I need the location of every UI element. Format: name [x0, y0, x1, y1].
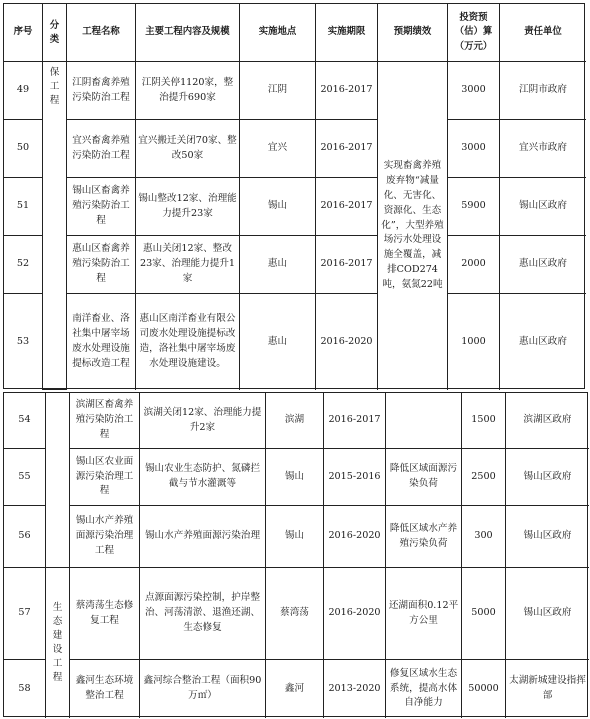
table-row-55-performance: 降低区域面源污染负荷: [386, 449, 462, 506]
table-row-49-content: 江阴关停1120家，整治提升690家: [136, 62, 240, 120]
table-row-50-investment: 3000: [448, 120, 500, 178]
table-row-57-performance: 还湖面积0.12平方公里: [386, 568, 462, 660]
table-row-56-period: 2016-2020: [324, 506, 386, 568]
header-location: 实施地点: [240, 4, 316, 62]
table-row-58-name: 鑫河生态环境整治工程: [70, 660, 140, 718]
table-row-51-investment: 5900: [448, 178, 500, 236]
table-row-55-unit: 锡山区政府: [506, 449, 589, 506]
table-part-1: [3, 3, 585, 389]
table-row-57-name: 蔡湾荡生态修复工程: [70, 568, 140, 660]
table-row-52-content: 惠山关闭12家、整改23家、治理能力提升1家: [136, 236, 240, 294]
table-row-54-location: 滨湖: [266, 393, 324, 449]
table-row-54-name: 滨湖区畜禽养殖污染防治工程: [70, 393, 140, 449]
table-row-55-index: 55: [4, 449, 46, 506]
table-row-49-period: 2016-2017: [316, 62, 378, 120]
table-row-50-period: 2016-2017: [316, 120, 378, 178]
table-row-53-investment: 1000: [448, 294, 500, 390]
table-row-49-unit: 江阴市政府: [500, 62, 586, 120]
table-row-55-period: 2015-2016: [324, 449, 386, 506]
header-investment: 投资预（估）算（万元）: [448, 4, 500, 62]
table-row-57-content: 点源面源污染控制，护岸整治、河荡清淤、退渔还湖、生态修复: [140, 568, 266, 660]
table-row-54-period: 2016-2017: [324, 393, 386, 449]
table-row-52-name: 惠山区畜禽养殖污染防治工程: [67, 236, 136, 294]
table-row-58-unit: 太湖新城建设指挥部: [509, 675, 586, 701]
header-category: 分 类: [43, 4, 67, 62]
table-row-52-location: 惠山: [240, 236, 316, 294]
table-row-58-period: 2013-2020: [324, 660, 386, 718]
table-row-51-unit: 锡山区政府: [500, 178, 586, 236]
table-row-57-index: 57: [4, 568, 46, 660]
table-row-57-investment: 5000: [462, 568, 506, 660]
table-row-56-index: 56: [4, 506, 46, 568]
header-name: 工程名称: [67, 4, 136, 62]
table-row-56-content: 锡山水产养殖面源污染治理: [140, 506, 266, 568]
table-row-53-name: 南洋畜业、洛社集中屠宰场废水处理设施提标改造工程: [67, 294, 136, 390]
table-row-50-location: 宜兴: [240, 120, 316, 178]
table-row-49-investment: 3000: [448, 62, 500, 120]
table-row-53-content: 惠山区南洋畜业有限公司废水处理设施提标改造，洛社集中屠宰场废水处理设施建设。: [136, 294, 240, 390]
table-row-52-index: 52: [4, 236, 43, 294]
table-row-51-index: 51: [4, 178, 43, 236]
table-row-50-name: 宜兴畜禽养殖污染防治工程: [67, 120, 136, 178]
table-row-51-location: 锡山: [240, 178, 316, 236]
table-row-49-name: 江阴畜禽养殖污染防治工程: [67, 62, 136, 120]
header-performance: 预期绩效: [378, 4, 448, 62]
table-part-2: [3, 392, 588, 717]
table-row-54-investment: 1500: [462, 393, 506, 449]
table-row-52-period: 2016-2017: [316, 236, 378, 294]
table-row-58-content: 鑫河综合整治工程（面积90万㎡）: [140, 660, 266, 718]
table-row-53-location: 惠山: [240, 294, 316, 390]
table-row-58-investment: 50000: [462, 660, 506, 718]
table-row-55-investment: 2500: [462, 449, 506, 506]
category-cell-empty: [46, 393, 70, 568]
table-row-55-location: 锡山: [266, 449, 324, 506]
header-period: 实施期限: [316, 4, 378, 62]
table-row-56-name: 锡山水产养殖面源污染治理工程: [70, 506, 140, 568]
table-row-49-location: 江阴: [240, 62, 316, 120]
table-row-53-period: 2016-2020: [316, 294, 378, 390]
table-row-58-index: 58: [4, 660, 46, 718]
table-row-58-location: 鑫河: [266, 660, 324, 718]
table-row-52-investment: 2000: [448, 236, 500, 294]
table-row-57-period: 2016-2020: [324, 568, 386, 660]
table-row-54-performance: [386, 393, 462, 449]
header-unit: 责任单位: [500, 4, 586, 62]
table-row-56-investment: 300: [462, 506, 506, 568]
header-index: 序号: [4, 4, 43, 62]
table-row-55-name: 锡山区农业面源污染治理工程: [70, 449, 140, 506]
table-row-52-unit: 惠山区政府: [500, 236, 586, 294]
table-row-51-content: 锡山整改12家、治理能力提升23家: [136, 178, 240, 236]
table-row-56-unit: 锡山区政府: [506, 506, 589, 568]
table-row-54-content: 滨湖关闭12家、治理能力提升2家: [140, 393, 266, 449]
table-row-55-content: 锡山农业生态防护、氮磷拦截与节水灌溉等: [140, 449, 266, 506]
table-row-57-location: 蔡湾荡: [266, 568, 324, 660]
table-row-50-content: 宜兴搬迁关闭70家、整改50家: [136, 120, 240, 178]
header-content: 主要工程内容及规模: [136, 4, 240, 62]
table-row-57-unit: 锡山区政府: [506, 568, 589, 660]
category-cell-ecology: 生 态 建 设 工 程: [46, 568, 70, 718]
table-row-49-index: 49: [4, 62, 43, 120]
category-cell-protection: 保 工 程: [43, 62, 67, 390]
table-row-50-index: 50: [4, 120, 43, 178]
table-row-58-performance: 修复区域水生态系统，提高水体自净能力: [386, 660, 462, 718]
table-row-56-performance: 降低区域水产养殖污染负荷: [386, 506, 462, 568]
shared-performance-cell: 实现畜禽养殖废弃物“减量化、无害化、资源化、生态化”，大型养殖场污水处理设施全覆盖，减排COD274吨，氨氮22吨: [378, 62, 448, 390]
table-row-51-period: 2016-2017: [316, 178, 378, 236]
table-row-51-name: 锡山区畜禽养殖污染防治工程: [67, 178, 136, 236]
table-row-54-index: 54: [4, 393, 46, 449]
table-row-50-unit: 宜兴市政府: [500, 120, 586, 178]
table-row-53-index: 53: [4, 294, 43, 390]
table-row-54-unit: 滨湖区政府: [506, 393, 589, 449]
table-row-53-unit: 惠山区政府: [519, 335, 567, 347]
table-row-56-location: 锡山: [266, 506, 324, 568]
